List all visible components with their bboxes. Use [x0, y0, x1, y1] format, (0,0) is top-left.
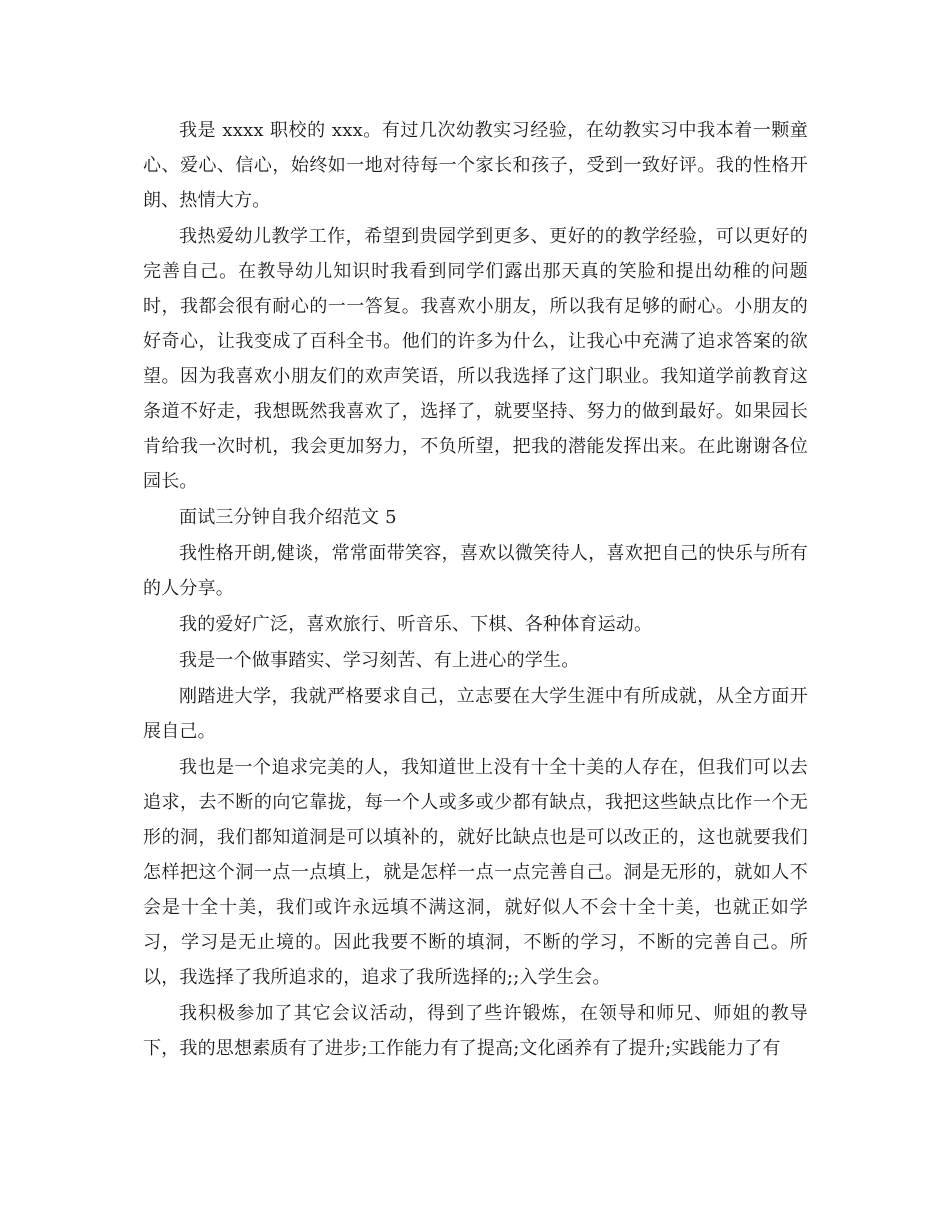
- paragraph-activities: 我积极参加了其它会议活动，得到了些许锻炼，在领导和师兄、师姐的教导下，我的思想素质有了进步;工作能力有了提高;文化函养有了提升;实践能力了有: [143, 1003, 808, 1059]
- paragraph-perfection: 我也是一个追求完美的人，我知道世上没有十全十美的人存在，但我们可以去追求，去不断的向它靠拢，每一个人或多或少都有缺点，我把这些缺点比作一个无形的洞，我们都知道洞是可以填补的，就好比缺点也是可以改正的，这也就要我们怎样把这个洞一点一点填上，就是怎样一点一点完善自己。洞是无形的，就如人不会是十全十美，我们或许永远填不满这洞，就好似人不会十全十美，也就正如学习，学习是无止境的。因此我要不断的填洞，不断的学习，不断的完善自己。所以，我选择了我所追求的，追求了我所选择的;;入学生会。: [143, 757, 808, 988]
- paragraph-teaching: 我热爱幼儿教学工作，希望到贵园学到更多、更好的的教学经验，可以更好的完善自己。在教导幼儿知识时我看到同学们露出那天真的笑脸和提出幼稚的问题时，我都会很有耐心的一一答复。我喜欢小朋友，所以我有足够的耐心。小朋友的好奇心，让我变成了百科全书。他们的许多为什么，让我心中充满了追求答案的欲望。因为我喜欢小朋友们的欢声笑语，所以我选择了这门职业。我知道学前教育这条道不好走，我想既然我喜欢了，选择了，就要坚持、努力的做到最好。如果园长肯给我一次时机，我会更加努力，不负所望，把我的潜能发挥出来。在此谢谢各位园长。: [143, 226, 808, 492]
- section-heading: 面试三分钟自我介绍范文 5: [179, 507, 397, 528]
- paragraph-hobbies: 我的爱好广泛，喜欢旅行、听音乐、下棋、各种体育运动。: [179, 614, 653, 635]
- document-body: [143, 113, 808, 1067]
- paragraph-university: 刚踏进大学，我就严格要求自己，立志要在大学生涯中有所成就，从全方面开展自己。: [143, 686, 808, 742]
- paragraph-student: 我是一个做事踏实、学习刻苦、有上进心的学生。: [179, 650, 580, 671]
- paragraph-personality: 我性格开朗,健谈，常常面带笑容，喜欢以微笑待人，喜欢把自己的快乐与所有的人分享。: [143, 543, 808, 599]
- paragraph-intro: 我是 xxxx 职校的 xxx。有过几次幼教实习经验，在幼教实习中我本着一颗童心、爱心、信心，始终如一地对待每一个家长和孩子，受到一致好评。我的性格开朗、热情大方。: [143, 120, 808, 211]
